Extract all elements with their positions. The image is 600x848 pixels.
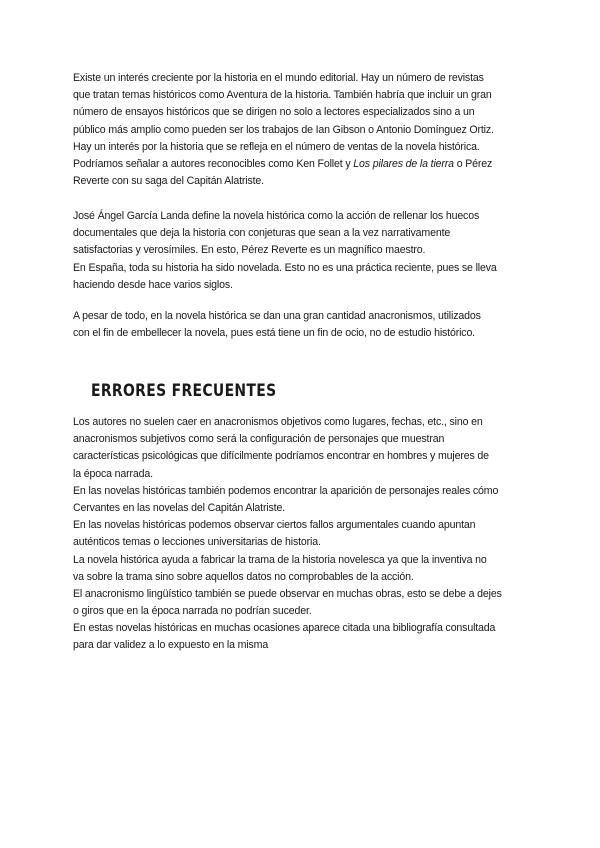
text-span: Podríamos señalar a autores reconocibles como Ken Follet y [73, 157, 354, 170]
text-line: El anacronismo lingüístico también se puede observar en muchas obras, esto se debe a dejes [73, 587, 502, 600]
text-span: o Pérez [453, 157, 493, 170]
text-line [73, 156, 528, 173]
text-line: satisfactorias y verosímiles. En esto, Pérez Reverte es un magnífico maestro. [73, 244, 426, 257]
text-line: Cervantes en las novelas del Capitán Alatriste. [73, 501, 286, 514]
text-line: haciendo desde hace varios siglos. [73, 278, 233, 291]
text-line: Reverte con su saga del Capitán Alatriste. [73, 175, 264, 188]
intro-paragraph [73, 70, 528, 190]
text-line: En España, toda su historia ha sido novelada. Esto no es una práctica reciente, pues se lleva [73, 261, 497, 274]
text-line: En estas novelas históricas en muchas ocasiones aparece citada una bibliografía consultada [73, 622, 496, 635]
text-line: va sobre la trama sino sobre aquellos datos no comprobables de la acción. [73, 570, 414, 583]
section-heading: ERRORES FRECUENTES [91, 381, 277, 401]
text-line: con el fin de embellecer la novela, pues está tiene un fin de ocio, no de estudio histórico. [73, 327, 475, 340]
text-line: La novela histórica ayuda a fabricar la trama de la historia novelesca ya que la inventiva no [73, 553, 487, 566]
text-line: número de ensayos históricos que se dirigen no solo a lectores especializados sino a un [73, 106, 475, 119]
text-line: auténticos temas o lecciones universitarias de historia. [73, 536, 321, 549]
text-line: que tratan temas históricos como Aventura de la historia. También habría que incluir un gran [73, 89, 492, 102]
text-line: características psicológicas que difícilmente podríamos encontrar en hombres y mujeres de [73, 450, 489, 463]
anachronism-paragraph [73, 308, 528, 342]
text-line: documentales que deja la historia con conjeturas que sean a la vez narrativamente [73, 227, 451, 240]
text-line: para dar validez a lo expuesto en la misma [73, 639, 269, 652]
text-line: anacronismos subjetivos como será la configuración de personajes que muestran [73, 433, 445, 446]
text-line: En las novelas históricas podemos observar ciertos fallos argumentales cuando apuntan [73, 519, 476, 532]
book-title: Los pilares de la tierra [353, 157, 454, 170]
errors-paragraph [73, 414, 528, 655]
text-line: la época narrada. [73, 467, 153, 480]
text-line: o giros que en la época narrada no podrían suceder. [73, 605, 312, 618]
definition-paragraph [73, 208, 528, 294]
text-line: Existe un interés creciente por la historia en el mundo editorial. Hay un número de revistas [73, 72, 484, 84]
text-line: José Ángel García Landa define la novela histórica como la acción de rellenar los huecos [73, 210, 480, 222]
text-line: Los autores no suelen caer en anacronismos objetivos como lugares, fechas, etc., sino en [73, 416, 483, 428]
text-line: Hay un interés por la historia que se refleja en el número de ventas de la novela histórica. [73, 140, 480, 153]
text-line: A pesar de todo, en la novela histórica se dan una gran cantidad anacronismos, utilizados [73, 310, 481, 322]
text-line: público más amplio como pueden ser los trabajos de Ian Gibson o Antonio Domínguez Ortiz. [73, 123, 494, 136]
text-line: En las novelas históricas también podemos encontrar la aparición de personajes reales cómo [73, 484, 499, 497]
